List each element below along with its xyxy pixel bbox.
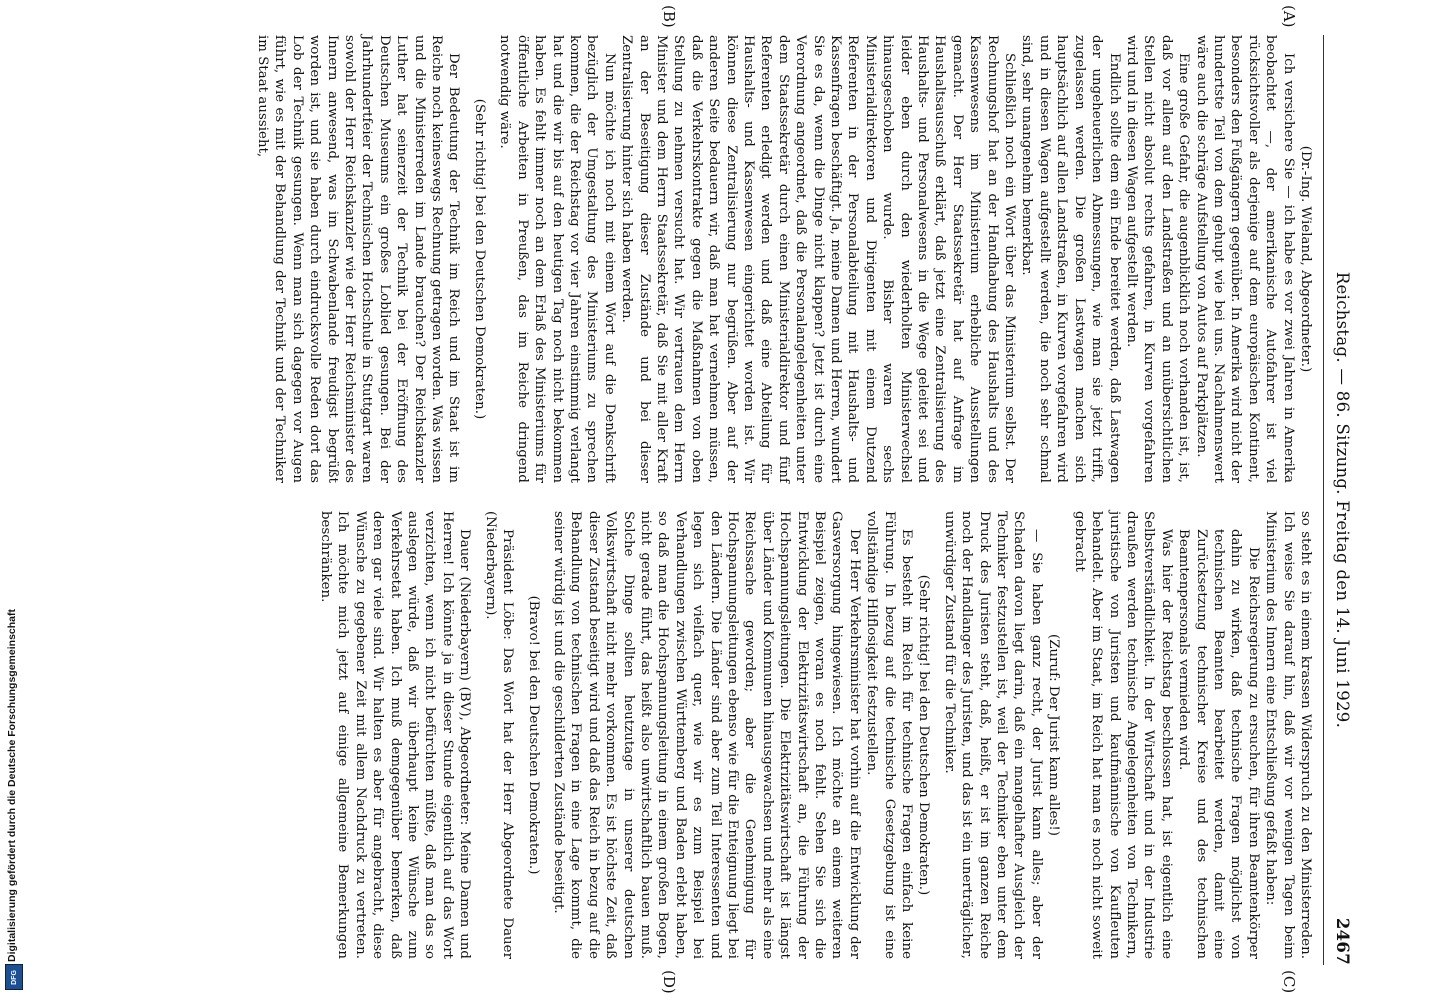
interjection: (Sehr richtig! bei den Deutschen Demokraten.)	[471, 98, 487, 420]
paragraph: Endlich sollte dem ein Ende bereitet werden, daß Lastwagen der ungeheuerlichen Abmessungen, wie man sie jetzt trifft, zugelassen werden. Die großen Lastwagen machen sich hauptsächlich auf allen Landstraßen, in Kurven vorgefahren wird und in diesen Wagen aufgestellt werden, die noch sehr schmal sind, sehr unangenehm bemerkbar.	[1019, 35, 1122, 483]
paragraph: Der Bedeutung der Technik im Reich und im Staat ist im Reiche noch keineswegs Rechnung getragen worden. Was wissen und die Ministerreden im Lande brauchen? Der Reichskanzler Luther hat seinerzeit der Technik bei der Eröffnung des Deutschen Museums ein großes Loblied gesungen. Bei der Jahrhundertfeier der Technischen Hochschule in Stuttgart waren sowohl der Herr Reichskanzler wie der Herr Reichsminister des Innern anwesend, was im Schwabenlande freudigst begrüßt worden ist, und sie haben durch eindrucksvolle Reden dort das Lob der Technik gesungen. Wenn man sich dagegen vor Augen führt, wie es mit der Behandlung der Technik und der Techniker im Staat aussieht,	[255, 35, 462, 483]
running-header	[1324, 35, 1358, 965]
margin-mark-b: (B)	[660, 5, 678, 28]
document-page	[123, 5, 1358, 994]
paragraph: Es besteht im Reich für technische Fragen einfach keine Führung. In bezug auf die technische Gesetzgebung ist eine vollständige Hilflosigkeit festzustellen.	[864, 511, 915, 959]
paragraph: so steht es in einem krassen Widerspruch zu den Ministerreden. Ich weise Sie darauf hin, daß wir vor wenigen Tagen beim Ministerium des Innern eine Entschließung gefaßt haben:	[1263, 511, 1313, 959]
dfg-logo-icon	[5, 964, 23, 990]
header-title: Reichstag. — 86. Sitzung. Freitag den 14. Juni 1929.	[1333, 271, 1352, 729]
paragraph: Was hier der Reichstag beschlossen hat, ist eigentlich eine Selbstverständlichkeit. In der Wirtschaft und in der Industrie draußen werden technische Angelegenheiten von Technikern, juristische von Juristen und kaufmännische von Kaufleuten behandelt. Aber im Staat, im Reich hat man es noch nicht soweit gebracht	[1071, 511, 1174, 959]
paragraph: Der Herr Verkehrsminister hat vorhin auf die Entwicklung der Gasversorgung hingewiesen. Ich möchte an einem weiteren Beispiel zeigen, woran es noch fehlt. Sehen Sie sich die Entwicklung der Elektrizitätswirtschaft an, die Führung der Hochspannungsleitungen. Die Elektrizitätswirtschaft ist längst über Länder und Kommunen hinausgewachsen und mehr als eine Reichssache geworden; aber die Genehmigung für Hochspannungsleitungen ebenso wie für die Enteignung liegt bei den Ländern. Die Länder sind aber zum Teil Interessenten und legen sich vielfach quer, wie wir es zum Beispiel bei Verhandlungen zwischen Württemberg und Baden erlebt haben, so daß man die Hochspannungsleitung in einem großen Bogen, nicht gerade führt, das heißt also unwirtschaftlich bauen muß. Solche Dinge sollten heutzutage in unserer deutschen Volkswirtschaft nicht mehr vorkommen. Es ist höchste Zeit, daß dieser Zustand beseitigt wird und daß das Reich in bezug auf die Behandlung von technischen Fragen in eine Lage kommt, die seiner würdig ist und die geschilderten Zustände beseitigt.	[550, 511, 862, 959]
quoted-resolution: Die Reichsregierung zu ersuchen, für ihren Beamtenkörper dahin zu wirken, daß technische Fragen möglichst von technischen Beamten bearbeitet werden, damit eine Zurücksetzung technischer Kreise und des technischen Beamtenpersonals vermieden wird.	[1176, 529, 1261, 959]
speaker-line: (Dr.-Ing. Wieland, Abgeordneter.)	[1298, 145, 1313, 373]
footer-credit: Digitalisierung gefördert durch die Deutsche Forschungsgemeinschaft	[6, 609, 18, 962]
margin-mark-d: (D)	[660, 970, 678, 994]
right-column	[317, 511, 1314, 959]
paragraph: Ich versichere Sie — ich habe es vor zwei Jahren in Amerika beobachtet —, der amerikanische Autofahrer ist viel rücksichtsvoller als derjenige auf dem europäischen Kontinent, besonders den Fußgängern gegenüber. In Amerika wird nicht der hundertste Teil von dem gehupt wie bei uns. Nachahmenswert wäre auch die schräge Aufstellung von Autos auf Parkplätzen.	[1193, 35, 1296, 483]
paragraph: Dauer (Niederbayern) (BV), Abgeordneter: Meine Damen und Herren! Ich könnte ja in dieser Stunde eigentlich auf das Wort verzichten, wenn ich nicht befürchten müßte, daß man das so auslegen würde, daß wir überhaupt keine Wünsche zum Verkehrsetat haben. Ich muß demgegenüber bemerken, daß deren gar viele sind. Wir halten es aber für angebracht, diese Wünsche zu gegebener Zeit mit allem Nachdruck zu vertreten. Ich möchte mich jetzt auf einige allgemeine Bemerkungen beschränken.	[318, 511, 473, 959]
interjection: (Sehr richtig! bei den Deutschen Demokraten.)	[916, 574, 932, 896]
paragraph: Eine große Gefahr, die augenblicklich noch vorhanden ist, ist, daß vor allem auf den Landstraßen und an unübersichtlichen Stellen nicht absolut rechts gefahren, in Kurven vorgefahren wird und in diesen Wagen aufgestellt werden.	[1123, 35, 1192, 483]
dfg-logo-text: DFG	[10, 969, 18, 985]
page-number: 2467	[1333, 917, 1352, 965]
paragraph: — Sie haben ganz recht, der Jurist kann alles; aber der Schaden davon liegt darin, daß ein mangelhafter Ausgleich der Techniker festzustellen ist, weil der Techniker eben unter dem Druck des Juristen steht, daß, heißt, er ist im ganzen Reiche noch der Handlanger des Juristen, und das ist ein unerträglicher, unwürdiger Zustand für die Techniker.	[941, 511, 1044, 959]
digitization-footer	[2, 4, 24, 994]
paragraph: Schließlich noch ein Wort über das Ministerium selbst. Der Rechnungshof hat an der Handhabung des Haushalts und des Kassenwesens im Ministerium erhebliche Ausstellungen gemacht. Der Herr Staatssekretär hat auf Anfrage im Haushaltsausschuß erklärt, daß jetzt eine Zentralisierung des Haushalts- und Personalwesens in die Wege geleitet sei und leider eben durch den wiederholten Ministerwechsel hinausgeschoben wurde. Bisher waren sechs Ministerialdirektoren und Dirigenten mit einem Dutzend Referenten in der Personalabteilung mit Haushalts- und Kassenfragen beschäftigt. Ja, meine Damen und Herren, wundert Sie es da, wenn die Dinge nicht klappen? Jetzt ist durch eine Verordnung angeordnet, daß die Personalangelegenheiten unter dem Staatssekretär durch einen Ministerialdirektor und fünf Referenten erledigt werden und daß eine Abteilung für Haushalts- und Kassenwesen eingerichtet worden ist. Wir können diese Zentralisierung nur begrüßen. Aber auf der anderen Seite bedauern wir, daß man hat vernehmen müssen, daß die Verkehrskontrakte gegen die Maßnahmen von oben Stellung zu nehmen versucht hat. Wir vertrauen dem Herrn Minister und dem Herrn Staatssekretär, daß Sie mit aller Kraft an der Beseitigung dieser Zustände und bei dieser Zentralisierung hinter sich haben werden.	[619, 35, 1018, 483]
interjection: (Bravo! bei den Deutschen Demokraten.)	[525, 595, 541, 875]
rotated-page	[130, 0, 1370, 1000]
margin-mark-c: (C)	[1280, 970, 1298, 994]
paragraph: Nun möchte ich noch mit einem Wort auf die Denkschrift bezüglich der Umgestaltung des Ministeriums zu sprechen kommen, die der Reichstag vor vier Jahren einstimmig verlangt hat und die wir bis auf den heutigen Tag noch nicht bekommen haben. Es fehlt immer noch an dem Erlaß des Ministeriums für öffentliche Arbeiten in Preußen, das im Reiche dringend notwendig wäre.	[497, 35, 617, 483]
president-line: Präsident Löbe: Das Wort hat der Herr Abgeordnete Dauer (Niederbayern).	[482, 511, 516, 959]
margin-mark-a: (A)	[1280, 5, 1298, 28]
header-rule	[1323, 35, 1324, 965]
interjection: (Zuruf: Der Jurist kann alles!)	[1046, 633, 1062, 837]
left-column	[254, 35, 1314, 483]
